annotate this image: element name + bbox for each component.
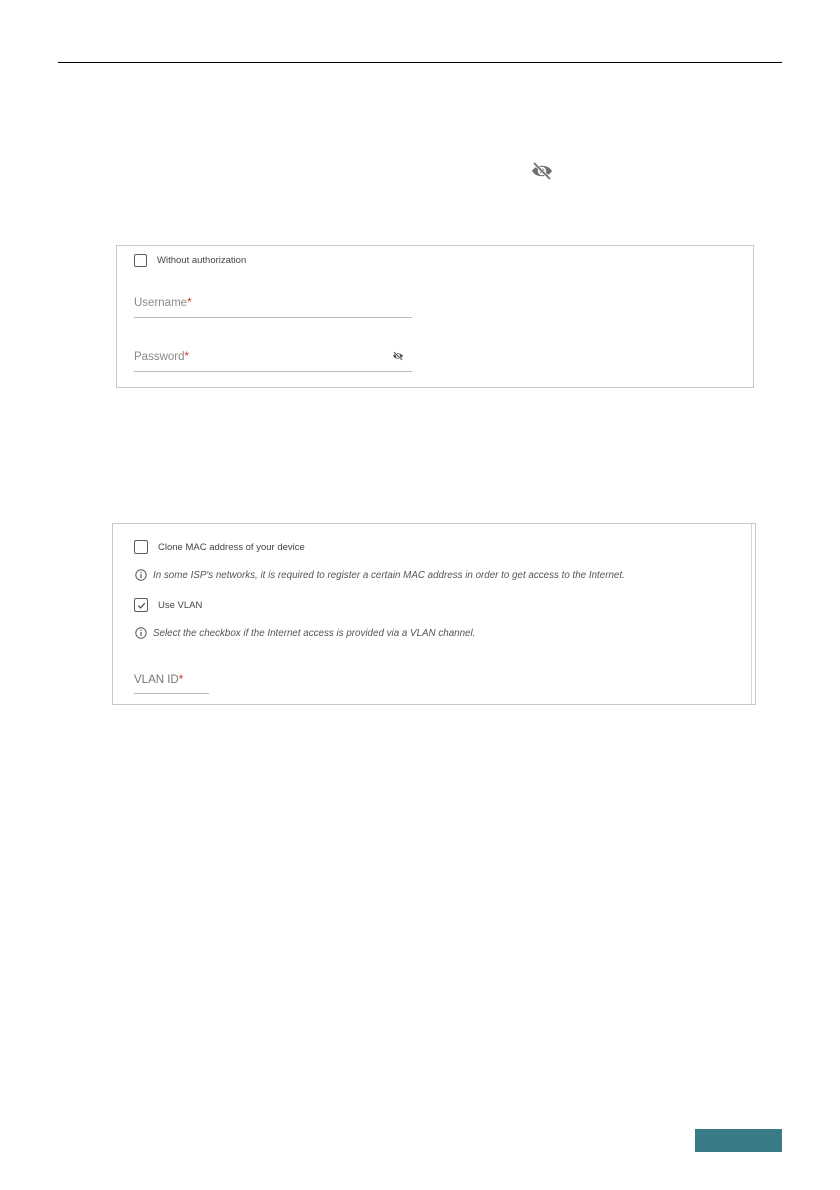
password-label: Password [134, 351, 185, 363]
vlan-id-label: VLAN ID [134, 674, 179, 686]
without-authorization-row[interactable] [134, 254, 246, 267]
vlan-id-field[interactable] [134, 669, 209, 694]
required-mark: * [178, 674, 184, 686]
use-vlan-row[interactable] [134, 598, 202, 612]
clone-mac-label: Clone MAC address of your device [158, 541, 305, 553]
use-vlan-hint-text: Select the checkbox if the Internet access is provided via a VLAN channel. [153, 627, 476, 639]
check-icon [136, 600, 147, 611]
info-icon [135, 627, 147, 639]
page-number-tab [695, 1129, 782, 1152]
username-field[interactable] [134, 292, 412, 318]
password-field[interactable] [134, 346, 412, 372]
use-vlan-hint [135, 627, 475, 639]
mac-vlan-panel [112, 523, 756, 705]
use-vlan-label: Use VLAN [158, 599, 203, 611]
header-rule [58, 62, 782, 63]
clone-mac-hint-text: In some ISP's networks, it is required to register a certain MAC address in order to get access to the Internet. [153, 569, 625, 581]
eye-slash-icon[interactable] [392, 351, 404, 361]
auth-panel [116, 245, 754, 388]
eye-slash-icon [530, 160, 554, 182]
clone-mac-row[interactable] [134, 540, 305, 554]
username-label: Username [134, 297, 188, 309]
use-vlan-checkbox[interactable] [134, 598, 148, 612]
required-mark: * [187, 297, 192, 309]
without-authorization-label: Without authorization [157, 255, 247, 266]
without-authorization-checkbox[interactable] [134, 254, 147, 267]
required-mark: * [184, 351, 189, 363]
clone-mac-checkbox[interactable] [134, 540, 148, 554]
clone-mac-hint [135, 569, 625, 581]
info-icon [135, 569, 147, 581]
